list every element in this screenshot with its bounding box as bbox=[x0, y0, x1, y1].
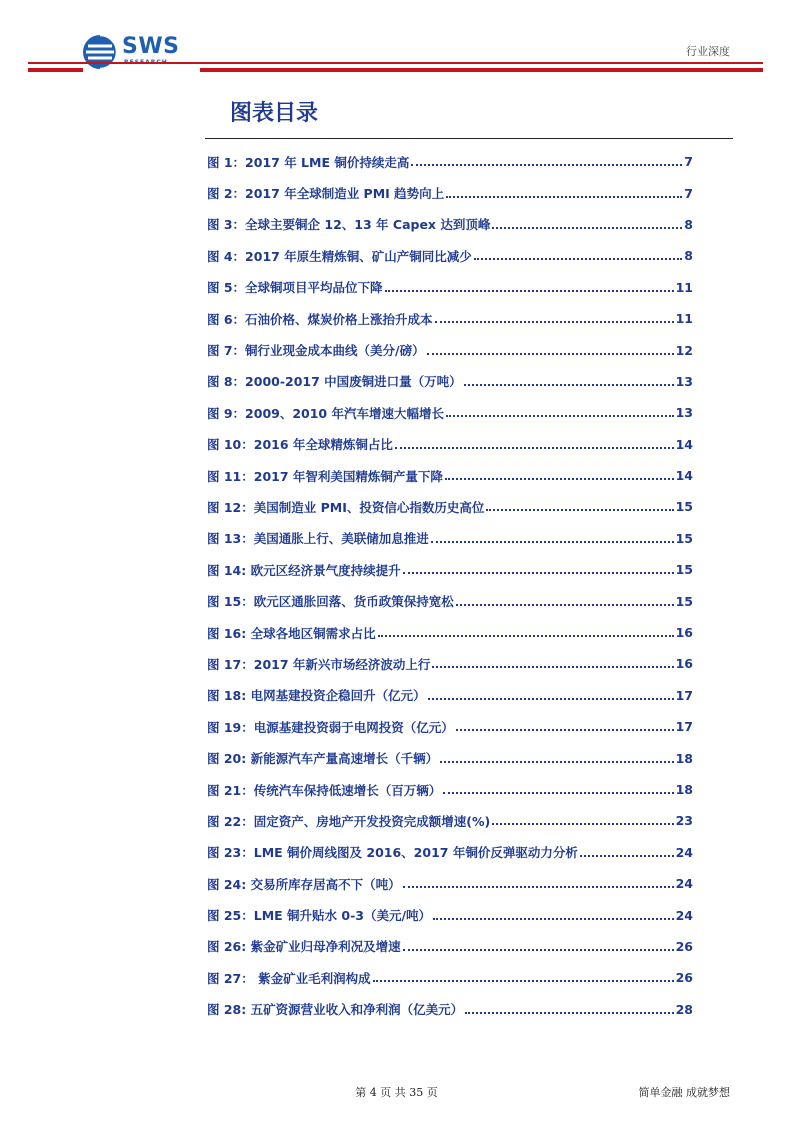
header-rule-thin bbox=[28, 62, 763, 64]
toc-leader-dots bbox=[492, 226, 682, 229]
toc-leader-dots bbox=[395, 446, 674, 449]
toc-entry[interactable] bbox=[207, 209, 693, 240]
toc-leader-dots bbox=[456, 728, 674, 731]
toc-leader-dots bbox=[580, 854, 674, 857]
sws-logo bbox=[82, 34, 192, 70]
toc-entry-page[interactable]: 13 bbox=[675, 373, 693, 389]
toc-entry-page[interactable]: 8 bbox=[684, 216, 693, 232]
toc-entry-page[interactable]: 11 bbox=[675, 279, 693, 295]
toc-leader-dots bbox=[378, 634, 674, 637]
toc-leader-dots bbox=[435, 320, 674, 323]
toc-entry[interactable] bbox=[207, 774, 693, 805]
toc-entry[interactable] bbox=[207, 146, 693, 177]
sws-logo-icon bbox=[82, 34, 118, 70]
toc-leader-dots bbox=[433, 917, 674, 920]
toc-leader-dots bbox=[431, 540, 674, 543]
toc-entry-page[interactable]: 23 bbox=[675, 813, 693, 829]
toc-entry-label[interactable]: 图 12：美国制造业 PMI、投资信心指数历史高位 bbox=[207, 499, 485, 515]
toc-entry-label[interactable]: 图 13：美国通胀上行、美联储加息推进 bbox=[207, 531, 429, 547]
toc-leader-dots bbox=[445, 477, 674, 480]
toc-entry-page[interactable]: 12 bbox=[675, 342, 693, 358]
toc-entry-page[interactable]: 28 bbox=[675, 1001, 693, 1017]
toc-entry-label[interactable]: 图 8：2000-2017 中国废铜进口量（万吨） bbox=[207, 374, 462, 390]
toc-entry[interactable] bbox=[207, 429, 693, 460]
toc-entry-label[interactable]: 图 28: 五矿资源营业收入和净利润（亿美元） bbox=[207, 1002, 464, 1018]
toc-entry-label[interactable]: 图 24: 交易所库存居高不下（吨） bbox=[207, 876, 401, 892]
toc-leader-dots bbox=[446, 195, 682, 198]
toc-entry-page[interactable]: 17 bbox=[675, 687, 693, 703]
toc-entry-label[interactable]: 图 15：欧元区通胀回落、货币政策保持宽松 bbox=[207, 594, 454, 610]
toc-leader-dots bbox=[464, 383, 674, 386]
toc-entry[interactable] bbox=[207, 742, 693, 773]
toc-leader-dots bbox=[373, 979, 674, 982]
toc-entry[interactable] bbox=[207, 868, 693, 899]
toc-entry-label[interactable]: 图 11：2017 年智利美国精炼铜产量下降 bbox=[207, 468, 443, 484]
page-title: 图表目录 bbox=[230, 101, 319, 126]
toc-entry-page[interactable]: 16 bbox=[675, 625, 693, 641]
toc-entry-label[interactable]: 图 19：电源基建投资弱于电网投资（亿元） bbox=[207, 719, 454, 735]
toc-leader-dots bbox=[428, 697, 674, 700]
toc-entry-label[interactable]: 图 9：2009、2010 年汽车增速大幅增长 bbox=[207, 405, 444, 421]
toc-leader-dots bbox=[385, 289, 674, 292]
page-indicator: 第 4 页 共 35 页 bbox=[355, 1086, 438, 1099]
toc-entry[interactable] bbox=[207, 805, 693, 836]
toc-entry-page[interactable]: 15 bbox=[675, 530, 693, 546]
toc-entry[interactable] bbox=[207, 711, 693, 742]
toc-leader-dots bbox=[403, 885, 674, 888]
toc-entry-label[interactable]: 图 14: 欧元区经济景气度持续提升 bbox=[207, 562, 401, 578]
logo-text: SWS bbox=[122, 34, 180, 59]
toc-entry[interactable] bbox=[207, 460, 693, 491]
toc-entry-page[interactable]: 18 bbox=[675, 782, 693, 797]
toc-entry-label[interactable]: 图 20: 新能源汽车产量高速增长（千辆） bbox=[207, 751, 439, 767]
toc-entry-page[interactable]: 15 bbox=[675, 593, 693, 609]
footer-slogan: 简单金融 成就梦想 bbox=[638, 1086, 730, 1099]
toc-entry[interactable] bbox=[207, 366, 693, 397]
toc-leader-dots bbox=[443, 791, 673, 794]
toc-entry-page[interactable]: 18 bbox=[675, 750, 693, 766]
toc-entry-label[interactable]: 图 21：传统汽车保持低速增长（百万辆） bbox=[207, 782, 442, 798]
title-divider bbox=[205, 138, 733, 139]
toc-entry-label[interactable]: 图 1：2017 年 LME 铜价持续走高 bbox=[207, 154, 410, 170]
toc-entry[interactable] bbox=[207, 962, 693, 993]
toc-entry-label[interactable]: 图 27： 紫金矿业毛利润构成 bbox=[207, 970, 371, 986]
toc-leader-dots bbox=[411, 163, 682, 166]
toc-entry-page[interactable]: 11 bbox=[675, 311, 693, 327]
toc-entry-page[interactable]: 13 bbox=[675, 405, 693, 421]
toc-leader-dots bbox=[492, 822, 673, 825]
toc-entry-label[interactable]: 图 25：LME 铜升贴水 0-3（美元/吨） bbox=[207, 908, 432, 924]
toc-entry[interactable] bbox=[207, 491, 693, 522]
toc-entry-label[interactable]: 图 26: 紫金矿业归母净利况及增速 bbox=[207, 939, 401, 955]
toc-entry[interactable] bbox=[207, 837, 693, 868]
toc-entry-label[interactable]: 图 2：2017 年全球制造业 PMI 趋势向上 bbox=[207, 186, 445, 202]
toc-entry-page[interactable]: 7 bbox=[684, 185, 693, 201]
toc-leader-dots bbox=[403, 948, 674, 951]
toc-leader-dots bbox=[474, 257, 683, 260]
toc-entry[interactable] bbox=[207, 585, 693, 616]
toc-entry-page[interactable]: 14 bbox=[675, 468, 693, 484]
toc-entry[interactable] bbox=[207, 240, 693, 271]
toc-entry-label[interactable]: 图 16: 全球各地区铜需求占比 bbox=[207, 625, 376, 641]
toc-entry-label[interactable]: 图 7：铜行业现金成本曲线（美分/磅） bbox=[207, 343, 425, 359]
toc-entry-label[interactable]: 图 5：全球铜项目平均品位下降 bbox=[207, 280, 383, 296]
toc-entry-label[interactable]: 图 22：固定资产、房地产开发投资完成额增速(%) bbox=[207, 813, 491, 829]
toc-entry-label[interactable]: 图 6：石油价格、煤炭价格上涨抬升成本 bbox=[207, 311, 433, 327]
toc-leader-dots bbox=[456, 603, 674, 606]
toc-entry[interactable] bbox=[207, 899, 693, 930]
toc-entry[interactable] bbox=[207, 334, 693, 365]
figure-toc-list bbox=[207, 146, 693, 1025]
toc-leader-dots bbox=[465, 1011, 673, 1014]
toc-entry[interactable] bbox=[207, 931, 693, 962]
toc-entry-page[interactable]: 14 bbox=[675, 436, 693, 452]
toc-entry[interactable] bbox=[207, 303, 693, 334]
toc-entry-page[interactable]: 24 bbox=[675, 876, 693, 892]
toc-entry[interactable] bbox=[207, 994, 693, 1025]
toc-entry-page[interactable]: 15 bbox=[675, 562, 693, 578]
toc-entry[interactable] bbox=[207, 523, 693, 554]
toc-leader-dots bbox=[440, 760, 673, 763]
toc-entry[interactable] bbox=[207, 554, 693, 585]
toc-entry-page[interactable]: 24 bbox=[675, 907, 693, 923]
toc-entry[interactable] bbox=[207, 617, 693, 648]
toc-entry-label[interactable]: 图 17：2017 年新兴市场经济波动上行 bbox=[207, 656, 431, 672]
toc-entry-page[interactable]: 7 bbox=[684, 154, 693, 170]
toc-leader-dots bbox=[446, 414, 674, 417]
toc-leader-dots bbox=[432, 665, 673, 668]
toc-entry-page[interactable]: 8 bbox=[684, 248, 693, 264]
section-tag: 行业深度 bbox=[686, 45, 730, 58]
toc-leader-dots bbox=[427, 352, 674, 355]
toc-entry-page[interactable]: 15 bbox=[675, 499, 693, 515]
toc-entry[interactable] bbox=[207, 648, 693, 679]
toc-entry-label[interactable]: 图 10：2016 年全球精炼铜占比 bbox=[207, 437, 393, 453]
toc-leader-dots bbox=[486, 508, 673, 511]
toc-entry-label[interactable]: 图 18: 电网基建投资企稳回升（亿元） bbox=[207, 688, 426, 704]
header-rule-left bbox=[28, 68, 83, 72]
toc-entry[interactable] bbox=[207, 680, 693, 711]
toc-entry-label[interactable]: 图 3：全球主要铜企 12、13 年 Capex 达到顶峰 bbox=[207, 217, 491, 233]
toc-entry-page[interactable]: 16 bbox=[675, 656, 693, 672]
toc-entry-label[interactable]: 图 4：2017 年原生精炼铜、矿山产铜同比减少 bbox=[207, 248, 472, 264]
toc-leader-dots bbox=[403, 571, 674, 574]
toc-entry-page[interactable]: 26 bbox=[675, 970, 693, 986]
toc-entry-page[interactable]: 24 bbox=[675, 844, 693, 860]
toc-entry-page[interactable]: 26 bbox=[675, 938, 693, 954]
toc-entry-label[interactable]: 图 23：LME 铜价周线图及 2016、2017 年铜价反弹驱动力分析 bbox=[207, 845, 578, 861]
toc-entry[interactable] bbox=[207, 272, 693, 303]
header-rule-thick bbox=[200, 68, 763, 72]
toc-entry[interactable] bbox=[207, 177, 693, 208]
toc-entry[interactable] bbox=[207, 397, 693, 428]
toc-entry-page[interactable]: 17 bbox=[675, 719, 693, 735]
